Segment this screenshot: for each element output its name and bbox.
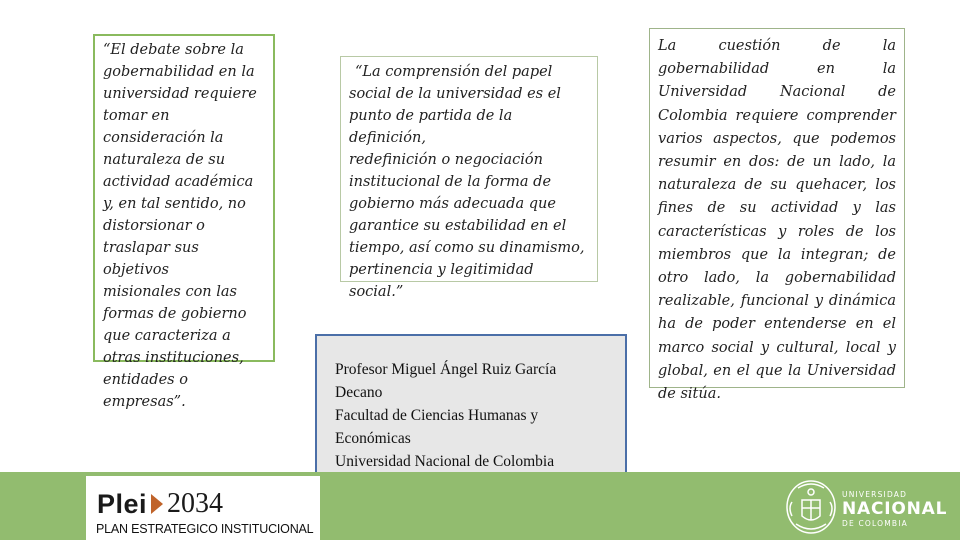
unal-line3: DE COLOMBIA [842, 519, 909, 528]
quote-line: punto de partida de la definición, [349, 108, 513, 146]
quote-line: “La comprensión del papel [355, 64, 553, 80]
quote-line: garantice su estabilidad en el [349, 218, 567, 234]
quote-line: y, en tal sentido, no [103, 196, 246, 212]
quote-line: entidades o empresas”. [103, 372, 188, 410]
quote-line: redefinición o negociación [349, 152, 543, 168]
plei-logo [97, 488, 223, 520]
author-box [315, 334, 627, 476]
quote-line: formas de gobierno [103, 306, 247, 322]
author-name: Profesor Miguel Ángel Ruiz García [335, 361, 557, 378]
unal-line2: NACIONAL [842, 499, 948, 519]
quote-paragraph: La cuestión de la gobernabilidad en la Universidad Nacional de Colombia requiere comprender varios aspectos, que podemos resumir en dos: de un lado, la naturaleza de su quehacer, los fines de su actividad y las características y roles de los miembros que la integran; de otro lado, la gobernabilidad realizable, funcional y dinámica ha de poder entenderse en el marco social y cultural, local y global, en el que la Universidad de sitúa. [658, 38, 896, 403]
quote-line: actividad académica [103, 174, 254, 190]
university-seal-icon [784, 478, 838, 536]
author-faculty-cont: Económicas [335, 430, 411, 447]
quote-line: naturaleza de su [103, 152, 226, 168]
author-faculty: Facultad de Ciencias Humanas y [335, 407, 539, 424]
quote-line: traslapar sus objetivos [103, 240, 199, 278]
plei-word: Plei [97, 488, 148, 519]
quote-line: gobernabilidad en la [103, 64, 255, 80]
quote-line: que caracteriza a [103, 328, 231, 344]
quote-line: gobierno más adecuada que [349, 196, 556, 212]
quote-line: “El debate sobre la [103, 42, 244, 58]
quote-line: institucional de la forma de [349, 174, 552, 190]
quote-line: consideración la [103, 130, 224, 146]
quote-line: social.” [349, 284, 404, 300]
quote-line: distorsionar o [103, 218, 205, 234]
quote-line: misionales con las [103, 284, 237, 300]
unal-wordmark [842, 490, 947, 528]
quote-line: otras instituciones, [103, 350, 244, 366]
quote-box-left [93, 34, 275, 410]
quote-line: tomar en [103, 108, 170, 124]
author-institution: Universidad Nacional de Colombia [335, 453, 555, 470]
author-role: Decano [335, 384, 383, 401]
quote-line: pertinencia y legitimidad [349, 262, 534, 278]
play-arrow-icon [150, 493, 164, 515]
quote-box-middle [340, 56, 598, 300]
plei-year: 2034 [167, 488, 224, 519]
quote-box-right [649, 28, 905, 403]
plan-label: PLAN ESTRATEGICO INSTITUCIONAL [96, 522, 314, 536]
unal-line1: UNIVERSIDAD [842, 490, 908, 499]
quote-line: universidad requiere [103, 86, 257, 102]
quote-line: tiempo, así como su dinamismo, [349, 240, 585, 256]
quote-line: social de la universidad es el [349, 86, 561, 102]
